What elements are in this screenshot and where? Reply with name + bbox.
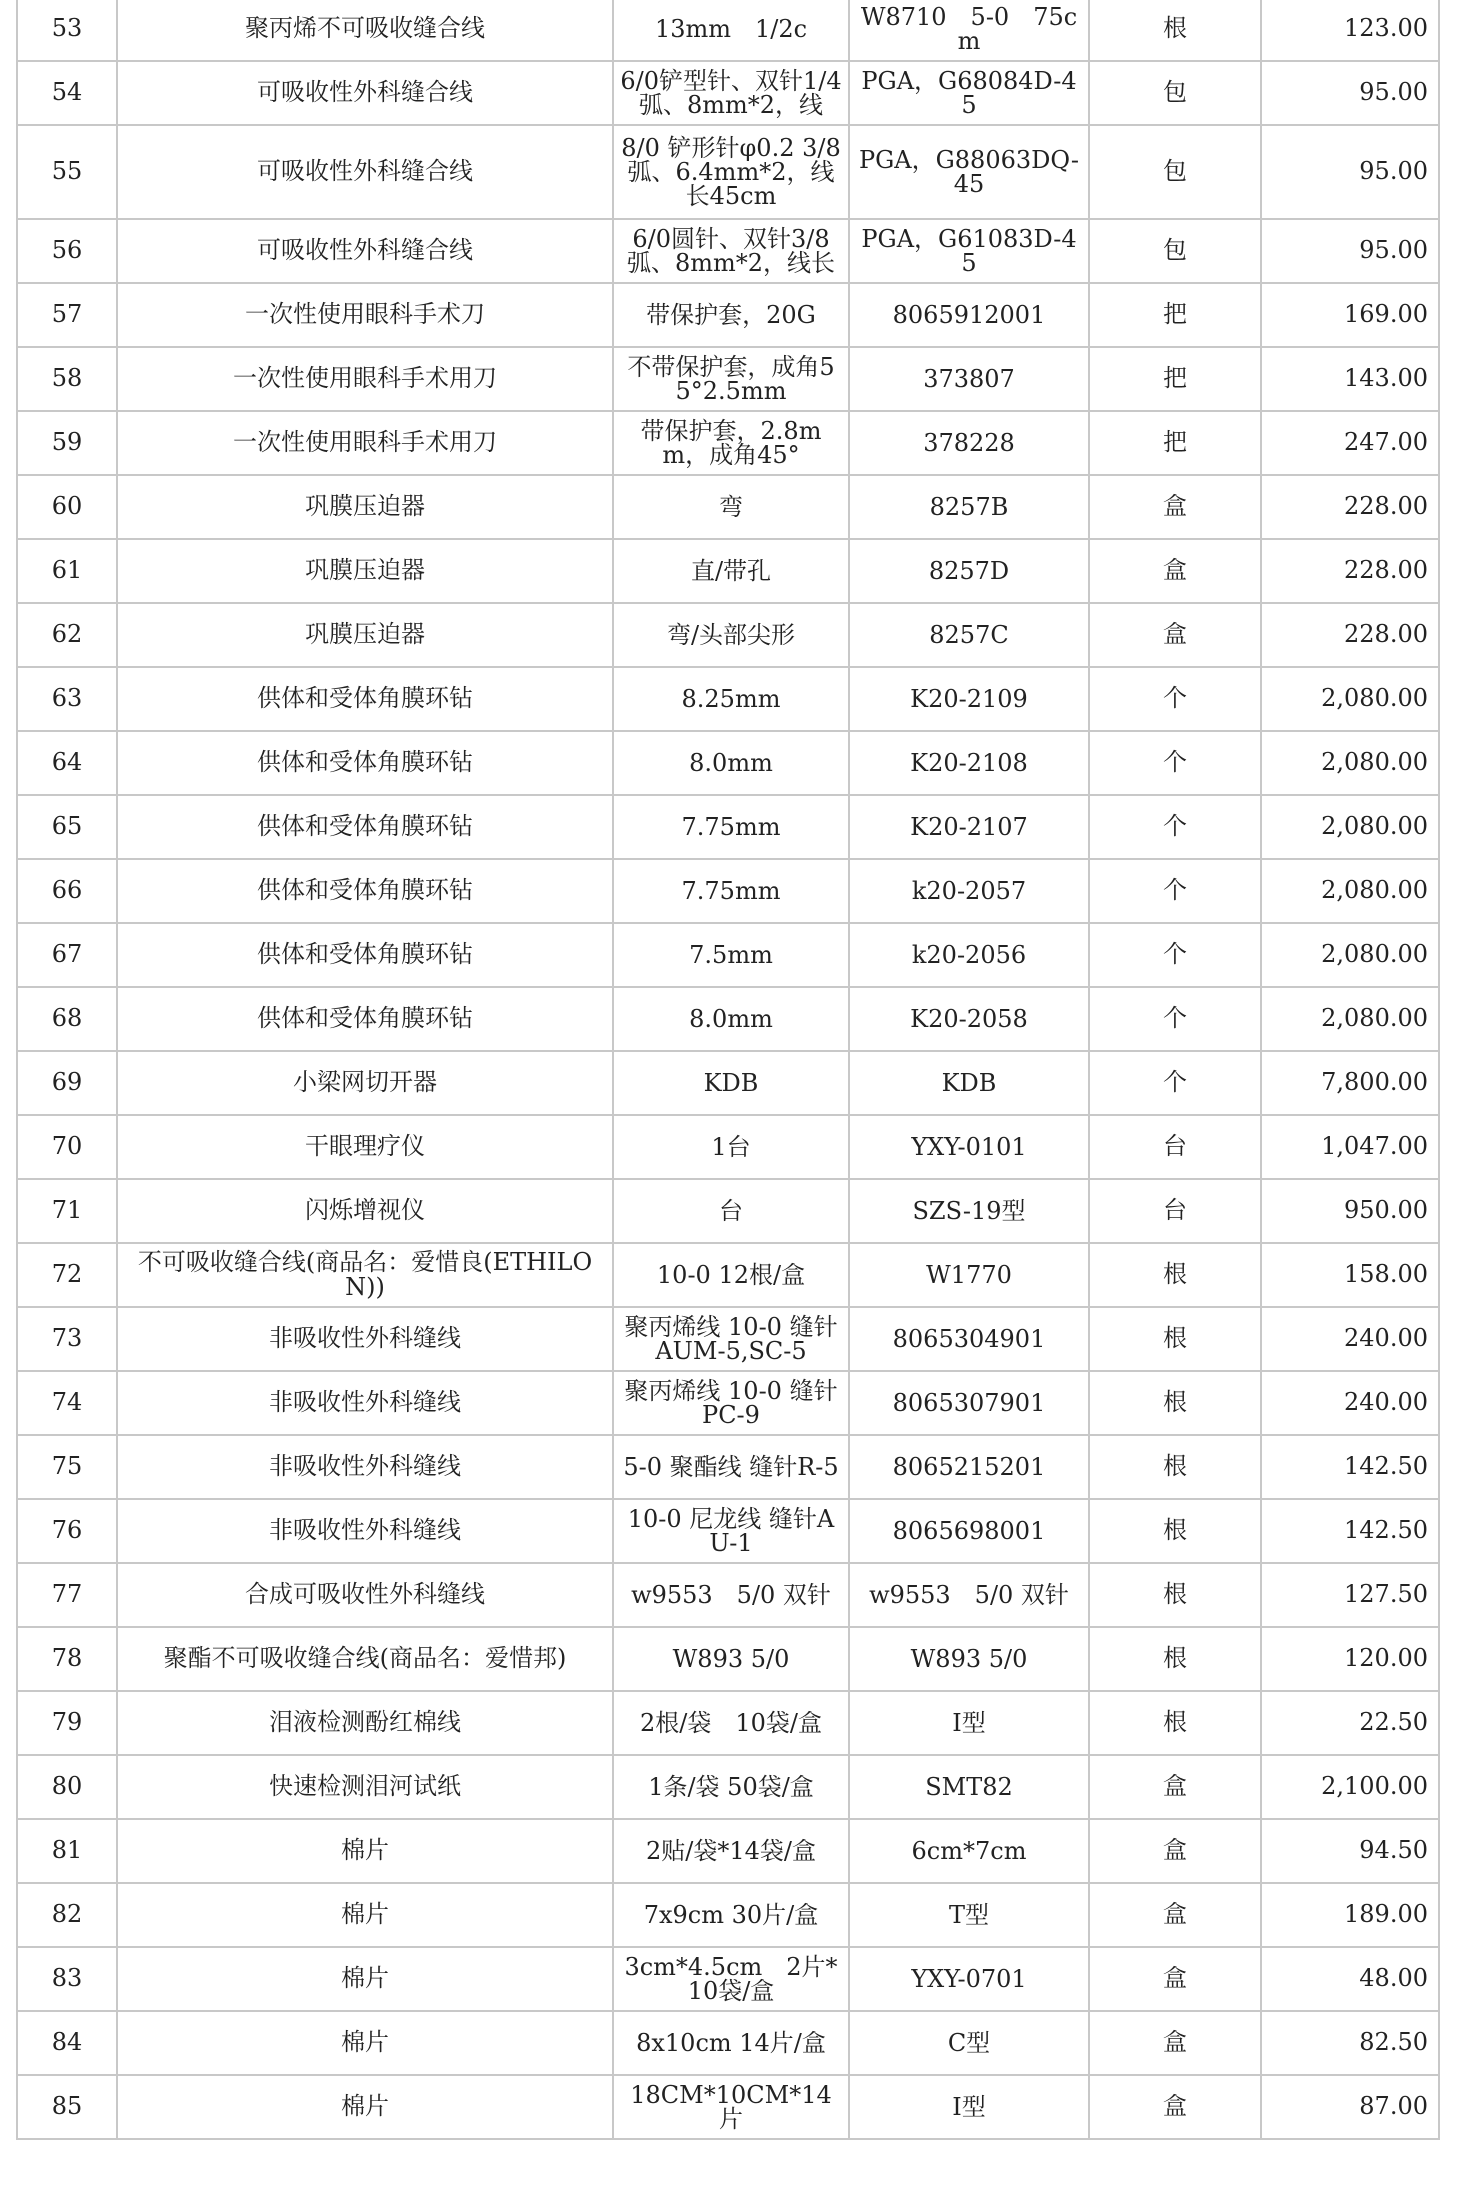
cell-model: T型 bbox=[849, 1883, 1089, 1947]
cell-model: PGA，G88063DQ-45 bbox=[849, 125, 1089, 219]
cell-unit: 根 bbox=[1089, 1435, 1261, 1499]
cell-model: SMT82 bbox=[849, 1755, 1089, 1819]
table-row bbox=[17, 539, 1439, 603]
cell-unit: 根 bbox=[1089, 1499, 1261, 1563]
cell-specification: 弯 bbox=[613, 475, 849, 539]
cell-specification: W893 5/0 bbox=[613, 1627, 849, 1691]
cell-price: 123.00 bbox=[1261, 0, 1439, 61]
cell-model: YXY-0701 bbox=[849, 1947, 1089, 2011]
cell-specification: 带保护套，20G bbox=[613, 283, 849, 347]
cell-specification: 2根/袋 10袋/盒 bbox=[613, 1691, 849, 1755]
cell-specification: 10-0 尼龙线 缝针AU-1 bbox=[613, 1499, 849, 1563]
cell-model: 8065307901 bbox=[849, 1371, 1089, 1435]
cell-item-number: 66 bbox=[17, 859, 117, 923]
table-row bbox=[17, 411, 1439, 475]
cell-product-name: 棉片 bbox=[117, 2011, 613, 2075]
cell-specification: 6/0圆针、双针3/8弧、8mm*2，线长 bbox=[613, 219, 849, 283]
cell-unit: 个 bbox=[1089, 731, 1261, 795]
cell-product-name: 非吸收性外科缝线 bbox=[117, 1307, 613, 1371]
table-row bbox=[17, 731, 1439, 795]
cell-specification: 聚丙烯线 10-0 缝针AUM-5,SC-5 bbox=[613, 1307, 849, 1371]
cell-price: 48.00 bbox=[1261, 1947, 1439, 2011]
cell-item-number: 78 bbox=[17, 1627, 117, 1691]
cell-item-number: 76 bbox=[17, 1499, 117, 1563]
cell-unit: 个 bbox=[1089, 667, 1261, 731]
cell-specification: 13mm 1/2c bbox=[613, 0, 849, 61]
cell-unit: 个 bbox=[1089, 987, 1261, 1051]
cell-price: 142.50 bbox=[1261, 1499, 1439, 1563]
cell-price: 2,080.00 bbox=[1261, 795, 1439, 859]
cell-specification: 不带保护套，成角55°2.5mm bbox=[613, 347, 849, 411]
cell-product-name: 供体和受体角膜环钻 bbox=[117, 859, 613, 923]
cell-unit: 包 bbox=[1089, 61, 1261, 125]
cell-specification: 7.75mm bbox=[613, 859, 849, 923]
cell-model: 8257D bbox=[849, 539, 1089, 603]
cell-product-name: 可吸收性外科缝合线 bbox=[117, 219, 613, 283]
cell-item-number: 74 bbox=[17, 1371, 117, 1435]
table-row bbox=[17, 2011, 1439, 2075]
cell-product-name: 聚丙烯不可吸收缝合线 bbox=[117, 0, 613, 61]
cell-price: 158.00 bbox=[1261, 1243, 1439, 1307]
cell-unit: 把 bbox=[1089, 283, 1261, 347]
cell-model: KDB bbox=[849, 1051, 1089, 1115]
cell-model: 8065215201 bbox=[849, 1435, 1089, 1499]
cell-item-number: 59 bbox=[17, 411, 117, 475]
cell-model: Ⅰ型 bbox=[849, 1691, 1089, 1755]
cell-item-number: 72 bbox=[17, 1243, 117, 1307]
cell-item-number: 79 bbox=[17, 1691, 117, 1755]
cell-price: 82.50 bbox=[1261, 2011, 1439, 2075]
cell-price: 2,080.00 bbox=[1261, 923, 1439, 987]
cell-item-number: 75 bbox=[17, 1435, 117, 1499]
cell-model: W893 5/0 bbox=[849, 1627, 1089, 1691]
cell-item-number: 64 bbox=[17, 731, 117, 795]
cell-specification: 7x9cm 30片/盒 bbox=[613, 1883, 849, 1947]
cell-price: 94.50 bbox=[1261, 1819, 1439, 1883]
cell-unit: 根 bbox=[1089, 1563, 1261, 1627]
cell-product-name: 一次性使用眼科手术用刀 bbox=[117, 347, 613, 411]
table-row bbox=[17, 1563, 1439, 1627]
cell-item-number: 69 bbox=[17, 1051, 117, 1115]
table-row bbox=[17, 1115, 1439, 1179]
cell-model: Ⅰ型 bbox=[849, 2075, 1089, 2139]
cell-item-number: 83 bbox=[17, 1947, 117, 2011]
cell-model: SZS-19型 bbox=[849, 1179, 1089, 1243]
cell-product-name: 巩膜压迫器 bbox=[117, 603, 613, 667]
cell-product-name: 供体和受体角膜环钻 bbox=[117, 923, 613, 987]
cell-unit: 盒 bbox=[1089, 539, 1261, 603]
cell-item-number: 54 bbox=[17, 61, 117, 125]
table-body bbox=[17, 0, 1439, 2139]
table-row bbox=[17, 795, 1439, 859]
product-price-table bbox=[16, 0, 1440, 2140]
cell-specification: 3cm*4.5cm 2片*10袋/盒 bbox=[613, 1947, 849, 2011]
cell-price: 240.00 bbox=[1261, 1371, 1439, 1435]
cell-price: 228.00 bbox=[1261, 603, 1439, 667]
cell-item-number: 81 bbox=[17, 1819, 117, 1883]
cell-model: 8065304901 bbox=[849, 1307, 1089, 1371]
cell-unit: 台 bbox=[1089, 1179, 1261, 1243]
cell-item-number: 84 bbox=[17, 2011, 117, 2075]
cell-unit: 根 bbox=[1089, 1627, 1261, 1691]
cell-specification: 18CM*10CM*14片 bbox=[613, 2075, 849, 2139]
cell-product-name: 一次性使用眼科手术用刀 bbox=[117, 411, 613, 475]
cell-model: w9553 5/0 双针 bbox=[849, 1563, 1089, 1627]
cell-specification: 7.5mm bbox=[613, 923, 849, 987]
cell-item-number: 56 bbox=[17, 219, 117, 283]
table-row bbox=[17, 923, 1439, 987]
table-row bbox=[17, 1947, 1439, 2011]
cell-item-number: 53 bbox=[17, 0, 117, 61]
cell-product-name: 巩膜压迫器 bbox=[117, 539, 613, 603]
cell-unit: 盒 bbox=[1089, 475, 1261, 539]
cell-model: K20-2107 bbox=[849, 795, 1089, 859]
cell-price: 2,080.00 bbox=[1261, 859, 1439, 923]
cell-product-name: 棉片 bbox=[117, 1819, 613, 1883]
cell-product-name: 可吸收性外科缝合线 bbox=[117, 61, 613, 125]
cell-model: 373807 bbox=[849, 347, 1089, 411]
cell-specification: 10-0 12根/盒 bbox=[613, 1243, 849, 1307]
cell-price: 95.00 bbox=[1261, 219, 1439, 283]
cell-product-name: 非吸收性外科缝线 bbox=[117, 1435, 613, 1499]
cell-product-name: 非吸收性外科缝线 bbox=[117, 1371, 613, 1435]
cell-price: 95.00 bbox=[1261, 61, 1439, 125]
cell-product-name: 供体和受体角膜环钻 bbox=[117, 987, 613, 1051]
table-row bbox=[17, 1883, 1439, 1947]
table-row bbox=[17, 0, 1439, 61]
cell-unit: 根 bbox=[1089, 1691, 1261, 1755]
cell-specification: 带保护套，2.8mm，成角45° bbox=[613, 411, 849, 475]
cell-product-name: 不可吸收缝合线(商品名：爱惜良(ETHILON)) bbox=[117, 1243, 613, 1307]
cell-model: W1770 bbox=[849, 1243, 1089, 1307]
cell-price: 143.00 bbox=[1261, 347, 1439, 411]
cell-price: 189.00 bbox=[1261, 1883, 1439, 1947]
cell-price: 1,047.00 bbox=[1261, 1115, 1439, 1179]
cell-specification: w9553 5/0 双针 bbox=[613, 1563, 849, 1627]
cell-unit: 盒 bbox=[1089, 2011, 1261, 2075]
cell-model: PGA，G68084D-45 bbox=[849, 61, 1089, 125]
cell-product-name: 棉片 bbox=[117, 1947, 613, 2011]
cell-specification: 聚丙烯线 10-0 缝针PC-9 bbox=[613, 1371, 849, 1435]
cell-unit: 个 bbox=[1089, 795, 1261, 859]
cell-specification: 8.0mm bbox=[613, 987, 849, 1051]
cell-unit: 台 bbox=[1089, 1115, 1261, 1179]
cell-model: 8257C bbox=[849, 603, 1089, 667]
cell-item-number: 58 bbox=[17, 347, 117, 411]
cell-unit: 个 bbox=[1089, 923, 1261, 987]
cell-item-number: 73 bbox=[17, 1307, 117, 1371]
cell-unit: 盒 bbox=[1089, 1819, 1261, 1883]
cell-product-name: 可吸收性外科缝合线 bbox=[117, 125, 613, 219]
cell-product-name: 巩膜压迫器 bbox=[117, 475, 613, 539]
cell-price: 22.50 bbox=[1261, 1691, 1439, 1755]
cell-price: 169.00 bbox=[1261, 283, 1439, 347]
cell-item-number: 62 bbox=[17, 603, 117, 667]
cell-model: 8065912001 bbox=[849, 283, 1089, 347]
cell-model: YXY-0101 bbox=[849, 1115, 1089, 1179]
cell-unit: 根 bbox=[1089, 1371, 1261, 1435]
cell-model: k20-2056 bbox=[849, 923, 1089, 987]
cell-item-number: 77 bbox=[17, 1563, 117, 1627]
cell-price: 2,100.00 bbox=[1261, 1755, 1439, 1819]
cell-unit: 盒 bbox=[1089, 1947, 1261, 2011]
table-row bbox=[17, 1627, 1439, 1691]
cell-product-name: 供体和受体角膜环钻 bbox=[117, 667, 613, 731]
cell-price: 2,080.00 bbox=[1261, 667, 1439, 731]
cell-model: K20-2109 bbox=[849, 667, 1089, 731]
cell-item-number: 85 bbox=[17, 2075, 117, 2139]
table-row bbox=[17, 125, 1439, 219]
cell-model: 378228 bbox=[849, 411, 1089, 475]
cell-price: 247.00 bbox=[1261, 411, 1439, 475]
table-row bbox=[17, 61, 1439, 125]
table-row bbox=[17, 2075, 1439, 2139]
cell-item-number: 80 bbox=[17, 1755, 117, 1819]
cell-product-name: 闪烁增视仪 bbox=[117, 1179, 613, 1243]
cell-item-number: 57 bbox=[17, 283, 117, 347]
cell-specification: 1台 bbox=[613, 1115, 849, 1179]
table-row bbox=[17, 1499, 1439, 1563]
cell-price: 87.00 bbox=[1261, 2075, 1439, 2139]
cell-item-number: 70 bbox=[17, 1115, 117, 1179]
cell-price: 142.50 bbox=[1261, 1435, 1439, 1499]
cell-price: 120.00 bbox=[1261, 1627, 1439, 1691]
cell-model: PGA，G61083D-45 bbox=[849, 219, 1089, 283]
table-row bbox=[17, 1051, 1439, 1115]
cell-specification: KDB bbox=[613, 1051, 849, 1115]
table-row bbox=[17, 1371, 1439, 1435]
cell-product-name: 一次性使用眼科手术刀 bbox=[117, 283, 613, 347]
cell-model: 6cm*7cm bbox=[849, 1819, 1089, 1883]
cell-unit: 根 bbox=[1089, 0, 1261, 61]
cell-specification: 台 bbox=[613, 1179, 849, 1243]
cell-item-number: 61 bbox=[17, 539, 117, 603]
cell-product-name: 棉片 bbox=[117, 2075, 613, 2139]
cell-price: 7,800.00 bbox=[1261, 1051, 1439, 1115]
table-row bbox=[17, 1435, 1439, 1499]
cell-unit: 根 bbox=[1089, 1243, 1261, 1307]
cell-price: 95.00 bbox=[1261, 125, 1439, 219]
cell-unit: 盒 bbox=[1089, 603, 1261, 667]
cell-model: W8710 5-0 75cm bbox=[849, 0, 1089, 61]
table-row bbox=[17, 987, 1439, 1051]
cell-specification: 8.0mm bbox=[613, 731, 849, 795]
cell-specification: 8/0 铲形针φ0.2 3/8弧、6.4mm*2，线长45cm bbox=[613, 125, 849, 219]
cell-unit: 根 bbox=[1089, 1307, 1261, 1371]
cell-item-number: 60 bbox=[17, 475, 117, 539]
cell-product-name: 供体和受体角膜环钻 bbox=[117, 731, 613, 795]
cell-unit: 包 bbox=[1089, 219, 1261, 283]
cell-item-number: 71 bbox=[17, 1179, 117, 1243]
cell-model: K20-2108 bbox=[849, 731, 1089, 795]
table-row bbox=[17, 347, 1439, 411]
cell-product-name: 聚酯不可吸收缝合线(商品名：爱惜邦) bbox=[117, 1627, 613, 1691]
cell-product-name: 小梁网切开器 bbox=[117, 1051, 613, 1115]
cell-unit: 盒 bbox=[1089, 1755, 1261, 1819]
cell-unit: 个 bbox=[1089, 859, 1261, 923]
cell-model: C型 bbox=[849, 2011, 1089, 2075]
cell-specification: 2贴/袋*14袋/盒 bbox=[613, 1819, 849, 1883]
cell-item-number: 65 bbox=[17, 795, 117, 859]
cell-item-number: 67 bbox=[17, 923, 117, 987]
table-row bbox=[17, 283, 1439, 347]
cell-product-name: 非吸收性外科缝线 bbox=[117, 1499, 613, 1563]
cell-unit: 盒 bbox=[1089, 1883, 1261, 1947]
table-row bbox=[17, 1179, 1439, 1243]
cell-product-name: 干眼理疗仪 bbox=[117, 1115, 613, 1179]
cell-specification: 8.25mm bbox=[613, 667, 849, 731]
cell-item-number: 63 bbox=[17, 667, 117, 731]
cell-unit: 把 bbox=[1089, 411, 1261, 475]
table-row bbox=[17, 859, 1439, 923]
cell-unit: 把 bbox=[1089, 347, 1261, 411]
cell-unit: 个 bbox=[1089, 1051, 1261, 1115]
cell-specification: 1条/袋 50袋/盒 bbox=[613, 1755, 849, 1819]
cell-unit: 包 bbox=[1089, 125, 1261, 219]
cell-price: 2,080.00 bbox=[1261, 731, 1439, 795]
cell-model: K20-2058 bbox=[849, 987, 1089, 1051]
cell-model: k20-2057 bbox=[849, 859, 1089, 923]
cell-model: 8257B bbox=[849, 475, 1089, 539]
cell-specification: 弯/头部尖形 bbox=[613, 603, 849, 667]
cell-product-name: 快速检测泪河试纸 bbox=[117, 1755, 613, 1819]
table-row bbox=[17, 1243, 1439, 1307]
table-row bbox=[17, 603, 1439, 667]
cell-product-name: 合成可吸收性外科缝线 bbox=[117, 1563, 613, 1627]
table-row bbox=[17, 1755, 1439, 1819]
cell-specification: 直/带孔 bbox=[613, 539, 849, 603]
cell-specification: 8x10cm 14片/盒 bbox=[613, 2011, 849, 2075]
cell-product-name: 供体和受体角膜环钻 bbox=[117, 795, 613, 859]
cell-price: 127.50 bbox=[1261, 1563, 1439, 1627]
table-row bbox=[17, 219, 1439, 283]
cell-specification: 5-0 聚酯线 缝针R-5 bbox=[613, 1435, 849, 1499]
table-row bbox=[17, 1819, 1439, 1883]
cell-model: 8065698001 bbox=[849, 1499, 1089, 1563]
cell-price: 950.00 bbox=[1261, 1179, 1439, 1243]
cell-unit: 盒 bbox=[1089, 2075, 1261, 2139]
cell-item-number: 82 bbox=[17, 1883, 117, 1947]
cell-price: 228.00 bbox=[1261, 475, 1439, 539]
table-row bbox=[17, 1691, 1439, 1755]
table-row bbox=[17, 475, 1439, 539]
cell-product-name: 泪液检测酚红棉线 bbox=[117, 1691, 613, 1755]
table-row bbox=[17, 667, 1439, 731]
cell-product-name: 棉片 bbox=[117, 1883, 613, 1947]
cell-specification: 6/0铲型针、双针1/4弧、8mm*2，线 bbox=[613, 61, 849, 125]
cell-item-number: 68 bbox=[17, 987, 117, 1051]
table-row bbox=[17, 1307, 1439, 1371]
cell-price: 228.00 bbox=[1261, 539, 1439, 603]
cell-price: 2,080.00 bbox=[1261, 987, 1439, 1051]
cell-price: 240.00 bbox=[1261, 1307, 1439, 1371]
cell-item-number: 55 bbox=[17, 125, 117, 219]
cell-specification: 7.75mm bbox=[613, 795, 849, 859]
